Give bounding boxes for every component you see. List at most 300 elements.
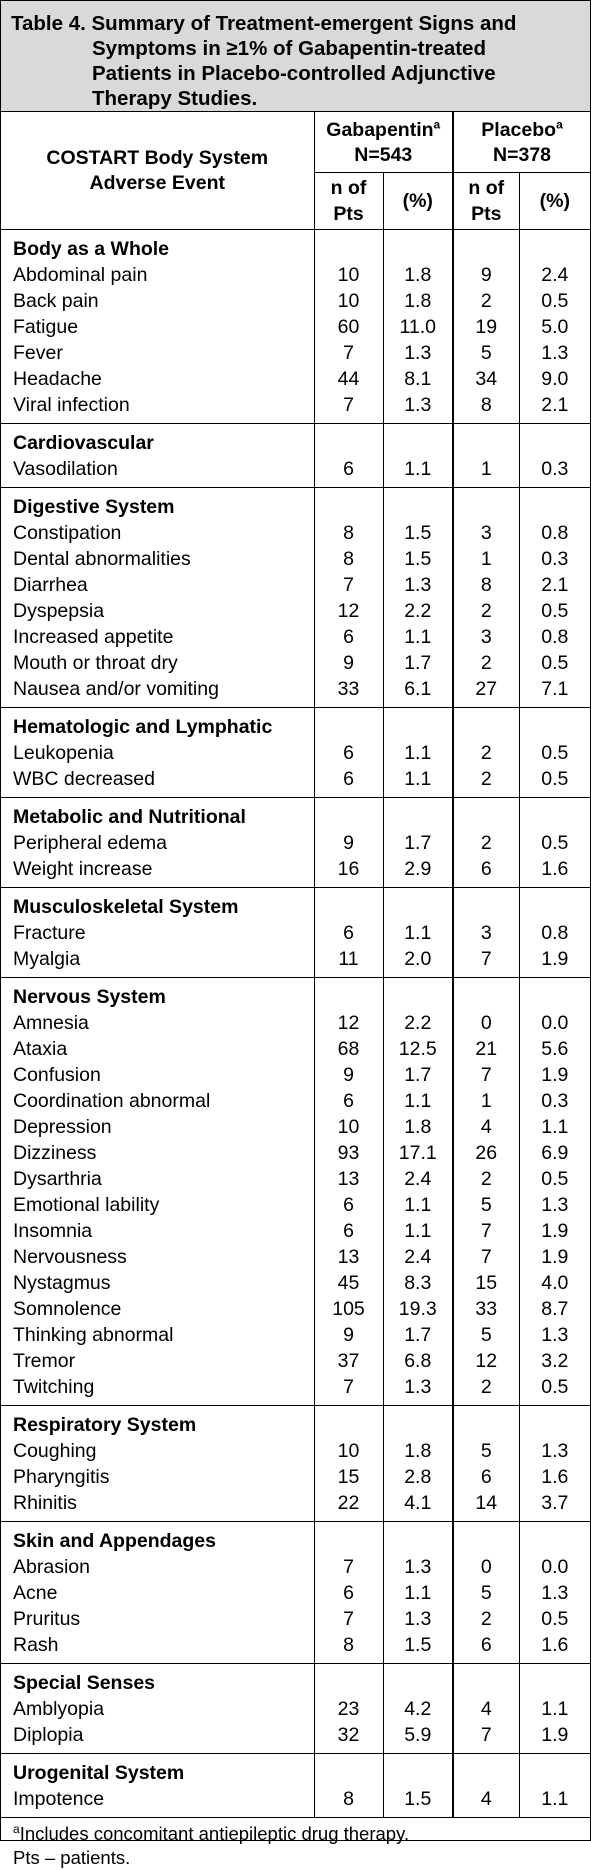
placebo-n-pts: 14 — [453, 1490, 519, 1522]
placebo-n-pts: 19 — [453, 314, 519, 340]
gabapentin-n-pts: 93 — [314, 1140, 383, 1166]
table-row — [1, 1218, 590, 1244]
table-row — [1, 1632, 590, 1664]
gabapentin-pct: 5.9 — [383, 1722, 453, 1754]
gabapentin-n-pts: 23 — [314, 1696, 383, 1722]
placebo-pct: 0.5 — [519, 598, 590, 624]
gabapentin-n-pts: 10 — [314, 288, 383, 314]
event-name: Tremor — [13, 1350, 76, 1372]
title-line: Therapy Studies. — [92, 87, 258, 110]
column-header-gabapentin — [314, 112, 453, 173]
system-heading-row — [1, 424, 590, 457]
placebo-pct: 1.9 — [519, 946, 590, 978]
gabapentin-pct: 1.3 — [383, 1374, 453, 1406]
column-header-placebo — [453, 112, 590, 173]
system-heading-row — [1, 230, 590, 263]
placebo-pct: 1.3 — [519, 1438, 590, 1464]
gabapentin-pct: 1.8 — [383, 288, 453, 314]
table-row — [1, 650, 590, 676]
gabapentin-pct: 2.4 — [383, 1166, 453, 1192]
gabapentin-n-pts: 8 — [314, 1632, 383, 1664]
placebo-pct: 9.0 — [519, 366, 590, 392]
event-name: Fracture — [13, 922, 86, 944]
gabapentin-n-pts: 13 — [314, 1166, 383, 1192]
table-row — [1, 1192, 590, 1218]
gabapentin-n-pts: 10 — [314, 262, 383, 288]
placebo-n-pts: 2 — [453, 830, 519, 856]
gabapentin-n-pts: 9 — [314, 1062, 383, 1088]
gabapentin-n-pts: 7 — [314, 392, 383, 424]
event-name: Amblyopia — [13, 1698, 105, 1720]
gabapentin-n-pts: 37 — [314, 1348, 383, 1374]
gabapentin-pct: 6.1 — [383, 676, 453, 708]
empty-cell — [453, 798, 519, 831]
placebo-pct: 0.5 — [519, 830, 590, 856]
placebo-pct: 0.5 — [519, 288, 590, 314]
gabapentin-pct: 1.1 — [383, 766, 453, 798]
placebo-n-pts: 3 — [453, 920, 519, 946]
gabapentin-n-pts: 6 — [314, 1192, 383, 1218]
table-row — [1, 920, 590, 946]
body-system-label: Hematologic and Lymphatic — [13, 716, 273, 738]
placebo-pct: 3.2 — [519, 1348, 590, 1374]
table-row — [1, 1062, 590, 1088]
gabapentin-n-pts: 16 — [314, 856, 383, 888]
empty-cell — [519, 1522, 590, 1555]
placebo-n-pts: 2 — [453, 650, 519, 676]
empty-cell — [519, 708, 590, 741]
gabapentin-pct: 6.8 — [383, 1348, 453, 1374]
placebo-n-pts: 4 — [453, 1696, 519, 1722]
event-name: Peripheral edema — [13, 832, 167, 854]
event-name: Somnolence — [13, 1298, 122, 1320]
event-name: Depression — [13, 1116, 112, 1138]
gabapentin-pct: 1.5 — [383, 1786, 453, 1818]
placebo-pct: 0.3 — [519, 1088, 590, 1114]
empty-cell — [519, 488, 590, 521]
table-row — [1, 1606, 590, 1632]
empty-cell — [314, 230, 383, 263]
gabapentin-n-pts: 7 — [314, 1554, 383, 1580]
system-heading-row — [1, 708, 590, 741]
body-system-label: Cardiovascular — [13, 432, 154, 454]
system-heading-row — [1, 798, 590, 831]
gabapentin-pct: 1.3 — [383, 392, 453, 424]
footnote-line: Pts – patients. — [13, 1847, 131, 1868]
gabapentin-pct: 2.2 — [383, 598, 453, 624]
gabapentin-n-pts: 12 — [314, 598, 383, 624]
body-system-label: Respiratory System — [13, 1414, 197, 1436]
empty-cell — [383, 1664, 453, 1697]
table-row — [1, 1140, 590, 1166]
gabapentin-n-pts: 15 — [314, 1464, 383, 1490]
table-row — [1, 740, 590, 766]
placebo-pct: 1.6 — [519, 856, 590, 888]
event-name: Nausea and/or vomiting — [1, 676, 314, 708]
table-row — [1, 366, 590, 392]
event-name: Dizziness — [13, 1142, 97, 1164]
table-row — [1, 340, 590, 366]
event-name: Acne — [13, 1582, 58, 1604]
placebo-n-pts: 0 — [453, 1010, 519, 1036]
placebo-n-pts: 6 — [453, 1632, 519, 1664]
footnote-line: Includes concomitant antiepileptic drug therapy. — [19, 1823, 410, 1844]
empty-cell — [453, 230, 519, 263]
gabapentin-n-pts: 45 — [314, 1270, 383, 1296]
gabapentin-pct: 2.9 — [383, 856, 453, 888]
gabapentin-pct: 1.7 — [383, 1322, 453, 1348]
placebo-n-pts: 6 — [453, 1464, 519, 1490]
placebo-n-pts: 7 — [453, 1244, 519, 1270]
gabapentin-pct: 1.1 — [383, 1088, 453, 1114]
event-name: Abrasion — [13, 1556, 90, 1578]
empty-cell — [314, 798, 383, 831]
empty-cell — [314, 888, 383, 921]
placebo-n-pts: 8 — [453, 392, 519, 424]
empty-cell — [314, 424, 383, 457]
placebo-pct: 1.6 — [519, 1464, 590, 1490]
event-name: Rash — [1, 1632, 314, 1664]
empty-cell — [383, 708, 453, 741]
table-row — [1, 1296, 590, 1322]
placebo-n-pts: 3 — [453, 520, 519, 546]
event-name: Increased appetite — [13, 626, 174, 648]
placebo-n-pts: 12 — [453, 1348, 519, 1374]
gabapentin-n-pts: 8 — [314, 520, 383, 546]
placebo-n-pts: 7 — [453, 946, 519, 978]
table-row — [1, 520, 590, 546]
subheader-placebo-n-pts: n of Pts — [453, 173, 519, 230]
gabapentin-pct: 11.0 — [383, 314, 453, 340]
empty-cell — [383, 424, 453, 457]
placebo-n-pts: 2 — [453, 740, 519, 766]
gabapentin-pct: 12.5 — [383, 1036, 453, 1062]
placebo-n-pts: 2 — [453, 1166, 519, 1192]
gabapentin-n-pts: 44 — [314, 366, 383, 392]
gabapentin-pct: 1.1 — [383, 624, 453, 650]
event-name: Thinking abnormal — [13, 1324, 174, 1346]
table-row — [1, 624, 590, 650]
body-system-label: Musculoskeletal System — [13, 896, 239, 918]
gabapentin-pct: 1.3 — [383, 1554, 453, 1580]
placebo-n-pts: 2 — [453, 1606, 519, 1632]
placebo-pct: 0.0 — [519, 1010, 590, 1036]
empty-cell — [453, 708, 519, 741]
table-row — [1, 546, 590, 572]
placebo-pct: 2.1 — [519, 572, 590, 598]
placebo-pct: 1.9 — [519, 1062, 590, 1088]
event-name: Nervousness — [13, 1246, 127, 1268]
table-row — [1, 262, 590, 288]
table-row — [1, 1244, 590, 1270]
empty-cell — [519, 1754, 590, 1787]
event-name: Leukopenia — [13, 742, 114, 764]
gabapentin-n-pts: 6 — [314, 456, 383, 488]
gabapentin-pct: 17.1 — [383, 1140, 453, 1166]
placebo-pct: 2.4 — [519, 262, 590, 288]
system-heading-row — [1, 488, 590, 521]
gabapentin-pct: 2.4 — [383, 1244, 453, 1270]
gabapentin-n-pts: 8 — [314, 1786, 383, 1818]
table-title — [1, 1, 590, 112]
gabapentin-n-pts: 33 — [314, 676, 383, 708]
event-name: Dyspepsia — [13, 600, 105, 622]
placebo-pct: 1.9 — [519, 1722, 590, 1754]
empty-cell — [383, 888, 453, 921]
placebo-n-pts: 21 — [453, 1036, 519, 1062]
header-gabapentin-label: Gabapentin — [326, 119, 434, 141]
placebo-n-pts: 2 — [453, 598, 519, 624]
placebo-n-pts: 27 — [453, 676, 519, 708]
empty-cell — [383, 1754, 453, 1787]
gabapentin-pct: 1.1 — [383, 1192, 453, 1218]
empty-cell — [453, 1754, 519, 1787]
gabapentin-pct: 1.5 — [383, 520, 453, 546]
empty-cell — [383, 1406, 453, 1439]
empty-cell — [383, 488, 453, 521]
empty-cell — [519, 1406, 590, 1439]
gabapentin-pct: 1.1 — [383, 740, 453, 766]
placebo-n-pts: 4 — [453, 1114, 519, 1140]
empty-cell — [314, 1522, 383, 1555]
gabapentin-n-pts: 7 — [314, 340, 383, 366]
header-placebo-n: N=378 — [493, 144, 552, 166]
table-row — [1, 1114, 590, 1140]
table-row — [1, 1374, 590, 1406]
table-row — [1, 1696, 590, 1722]
placebo-pct: 1.6 — [519, 1632, 590, 1664]
gabapentin-n-pts: 6 — [314, 740, 383, 766]
gabapentin-pct: 8.1 — [383, 366, 453, 392]
empty-cell — [383, 230, 453, 263]
gabapentin-pct: 8.3 — [383, 1270, 453, 1296]
gabapentin-n-pts: 32 — [314, 1722, 383, 1754]
gabapentin-n-pts: 7 — [314, 572, 383, 598]
column-header-event — [1, 112, 314, 230]
empty-cell — [383, 798, 453, 831]
adverse-event-table — [1, 112, 590, 1818]
gabapentin-n-pts: 9 — [314, 650, 383, 676]
gabapentin-n-pts: 105 — [314, 1296, 383, 1322]
title-line: Symptoms in ≥1% of Gabapentin-treated — [92, 37, 486, 60]
gabapentin-pct: 1.7 — [383, 830, 453, 856]
placebo-pct: 0.5 — [519, 1606, 590, 1632]
gabapentin-pct: 1.8 — [383, 262, 453, 288]
gabapentin-pct: 1.5 — [383, 546, 453, 572]
gabapentin-n-pts: 7 — [314, 1374, 383, 1406]
event-name: Dysarthria — [13, 1168, 102, 1190]
placebo-n-pts: 4 — [453, 1786, 519, 1818]
gabapentin-n-pts: 11 — [314, 946, 383, 978]
event-name: Insomnia — [13, 1220, 93, 1242]
placebo-n-pts: 5 — [453, 1192, 519, 1218]
system-heading-row — [1, 1664, 590, 1697]
event-name: Diarrhea — [13, 574, 88, 596]
footnote-marker: a — [556, 117, 563, 132]
placebo-pct: 1.1 — [519, 1786, 590, 1818]
placebo-n-pts: 5 — [453, 1322, 519, 1348]
placebo-pct: 4.0 — [519, 1270, 590, 1296]
placebo-n-pts: 3 — [453, 624, 519, 650]
table-row — [1, 456, 590, 488]
header-gabapentin-n: N=543 — [354, 144, 413, 166]
gabapentin-n-pts: 6 — [314, 624, 383, 650]
placebo-n-pts: 1 — [453, 546, 519, 572]
table-row — [1, 288, 590, 314]
gabapentin-pct: 4.1 — [383, 1490, 453, 1522]
header-line: COSTART Body System — [46, 146, 269, 169]
placebo-n-pts: 6 — [453, 856, 519, 888]
event-name: Nystagmus — [13, 1272, 111, 1294]
table-row — [1, 830, 590, 856]
table-row — [1, 1166, 590, 1192]
gabapentin-n-pts: 7 — [314, 1606, 383, 1632]
table-row — [1, 1722, 590, 1754]
event-name: Vasodilation — [1, 456, 314, 488]
title-line: Patients in Placebo-controlled Adjunctive — [92, 62, 496, 85]
placebo-pct: 0.5 — [519, 740, 590, 766]
empty-cell — [453, 978, 519, 1011]
gabapentin-pct: 1.8 — [383, 1438, 453, 1464]
placebo-pct: 5.0 — [519, 314, 590, 340]
gabapentin-n-pts: 6 — [314, 920, 383, 946]
gabapentin-pct: 2.0 — [383, 946, 453, 978]
gabapentin-n-pts: 6 — [314, 1218, 383, 1244]
empty-cell — [314, 978, 383, 1011]
placebo-pct: 2.1 — [519, 392, 590, 424]
event-name: Fatigue — [13, 316, 79, 338]
table-row — [1, 946, 590, 978]
event-name: Abdominal pain — [13, 264, 148, 286]
placebo-pct: 1.1 — [519, 1114, 590, 1140]
placebo-pct: 1.9 — [519, 1218, 590, 1244]
placebo-pct: 1.3 — [519, 1192, 590, 1218]
event-name: Coughing — [13, 1440, 97, 1462]
placebo-pct: 0.8 — [519, 520, 590, 546]
gabapentin-n-pts: 9 — [314, 1322, 383, 1348]
footnote — [1, 1818, 590, 1870]
placebo-n-pts: 5 — [453, 1580, 519, 1606]
event-name: Coordination abnormal — [13, 1090, 211, 1112]
event-name: Viral infection — [1, 392, 314, 424]
table-row — [1, 392, 590, 424]
table-row — [1, 1322, 590, 1348]
gabapentin-pct: 1.1 — [383, 1218, 453, 1244]
body-system-label: Digestive System — [13, 496, 175, 518]
placebo-n-pts: 2 — [453, 288, 519, 314]
gabapentin-pct: 19.3 — [383, 1296, 453, 1322]
body-system-label: Nervous System — [13, 986, 166, 1008]
gabapentin-n-pts: 9 — [314, 830, 383, 856]
empty-cell — [453, 888, 519, 921]
table-row — [1, 314, 590, 340]
table-row — [1, 1438, 590, 1464]
gabapentin-pct: 4.2 — [383, 1696, 453, 1722]
placebo-pct: 8.7 — [519, 1296, 590, 1322]
placebo-pct: 0.3 — [519, 546, 590, 572]
empty-cell — [314, 488, 383, 521]
gabapentin-pct: 1.7 — [383, 1062, 453, 1088]
gabapentin-n-pts: 10 — [314, 1114, 383, 1140]
body-system-label: Body as a Whole — [13, 238, 170, 260]
event-name: Twitching — [1, 1374, 314, 1406]
table-row — [1, 1490, 590, 1522]
table-row — [1, 598, 590, 624]
empty-cell — [383, 1522, 453, 1555]
placebo-n-pts: 26 — [453, 1140, 519, 1166]
gabapentin-pct: 1.1 — [383, 920, 453, 946]
gabapentin-pct: 1.5 — [383, 1632, 453, 1664]
footnote-marker: a — [433, 117, 441, 132]
event-name: Pruritus — [13, 1608, 81, 1630]
event-name: Myalgia — [1, 946, 314, 978]
placebo-n-pts: 0 — [453, 1554, 519, 1580]
placebo-pct: 0.5 — [519, 650, 590, 676]
gabapentin-pct: 1.8 — [383, 1114, 453, 1140]
gabapentin-pct: 2.2 — [383, 1010, 453, 1036]
table-row — [1, 676, 590, 708]
empty-cell — [519, 424, 590, 457]
placebo-pct: 0.8 — [519, 624, 590, 650]
event-name: Headache — [13, 368, 102, 390]
title-line: Table 4. Summary of Treatment-emergent Signs and — [11, 12, 517, 35]
gabapentin-n-pts: 10 — [314, 1438, 383, 1464]
header-placebo-label: Placebo — [481, 119, 557, 141]
system-heading-row — [1, 978, 590, 1011]
empty-cell — [519, 888, 590, 921]
gabapentin-n-pts: 13 — [314, 1244, 383, 1270]
empty-cell — [314, 1664, 383, 1697]
subheader-placebo-pct: (%) — [519, 173, 590, 230]
event-name: Diplopia — [1, 1722, 314, 1754]
placebo-pct: 0.5 — [519, 1166, 590, 1192]
subheader-gabapentin-n-pts: n of Pts — [314, 173, 383, 230]
table-row — [1, 1088, 590, 1114]
event-name: Constipation — [13, 522, 122, 544]
event-name: Confusion — [13, 1064, 101, 1086]
empty-cell — [314, 1754, 383, 1787]
gabapentin-pct: 1.3 — [383, 572, 453, 598]
gabapentin-pct: 1.1 — [383, 456, 453, 488]
empty-cell — [453, 1522, 519, 1555]
placebo-pct: 6.9 — [519, 1140, 590, 1166]
empty-cell — [519, 1664, 590, 1697]
system-heading-row — [1, 1406, 590, 1439]
subheader-gabapentin-pct: (%) — [383, 173, 453, 230]
empty-cell — [383, 978, 453, 1011]
placebo-pct: 5.6 — [519, 1036, 590, 1062]
event-name: Amnesia — [13, 1012, 89, 1034]
body-system-label: Metabolic and Nutritional — [13, 806, 246, 828]
placebo-n-pts: 33 — [453, 1296, 519, 1322]
placebo-pct: 1.3 — [519, 340, 590, 366]
event-name: Mouth or throat dry — [13, 652, 178, 674]
placebo-pct: 0.5 — [519, 766, 590, 798]
table-row — [1, 1348, 590, 1374]
gabapentin-n-pts: 6 — [314, 1580, 383, 1606]
event-name: Rhinitis — [1, 1490, 314, 1522]
placebo-n-pts: 7 — [453, 1722, 519, 1754]
gabapentin-pct: 1.3 — [383, 1606, 453, 1632]
placebo-pct: 7.1 — [519, 676, 590, 708]
empty-cell — [519, 978, 590, 1011]
table-row — [1, 1270, 590, 1296]
placebo-pct: 0.5 — [519, 1374, 590, 1406]
gabapentin-pct: 1.3 — [383, 340, 453, 366]
body-system-label: Urogenital System — [13, 1762, 185, 1784]
empty-cell — [314, 708, 383, 741]
placebo-n-pts: 2 — [453, 766, 519, 798]
